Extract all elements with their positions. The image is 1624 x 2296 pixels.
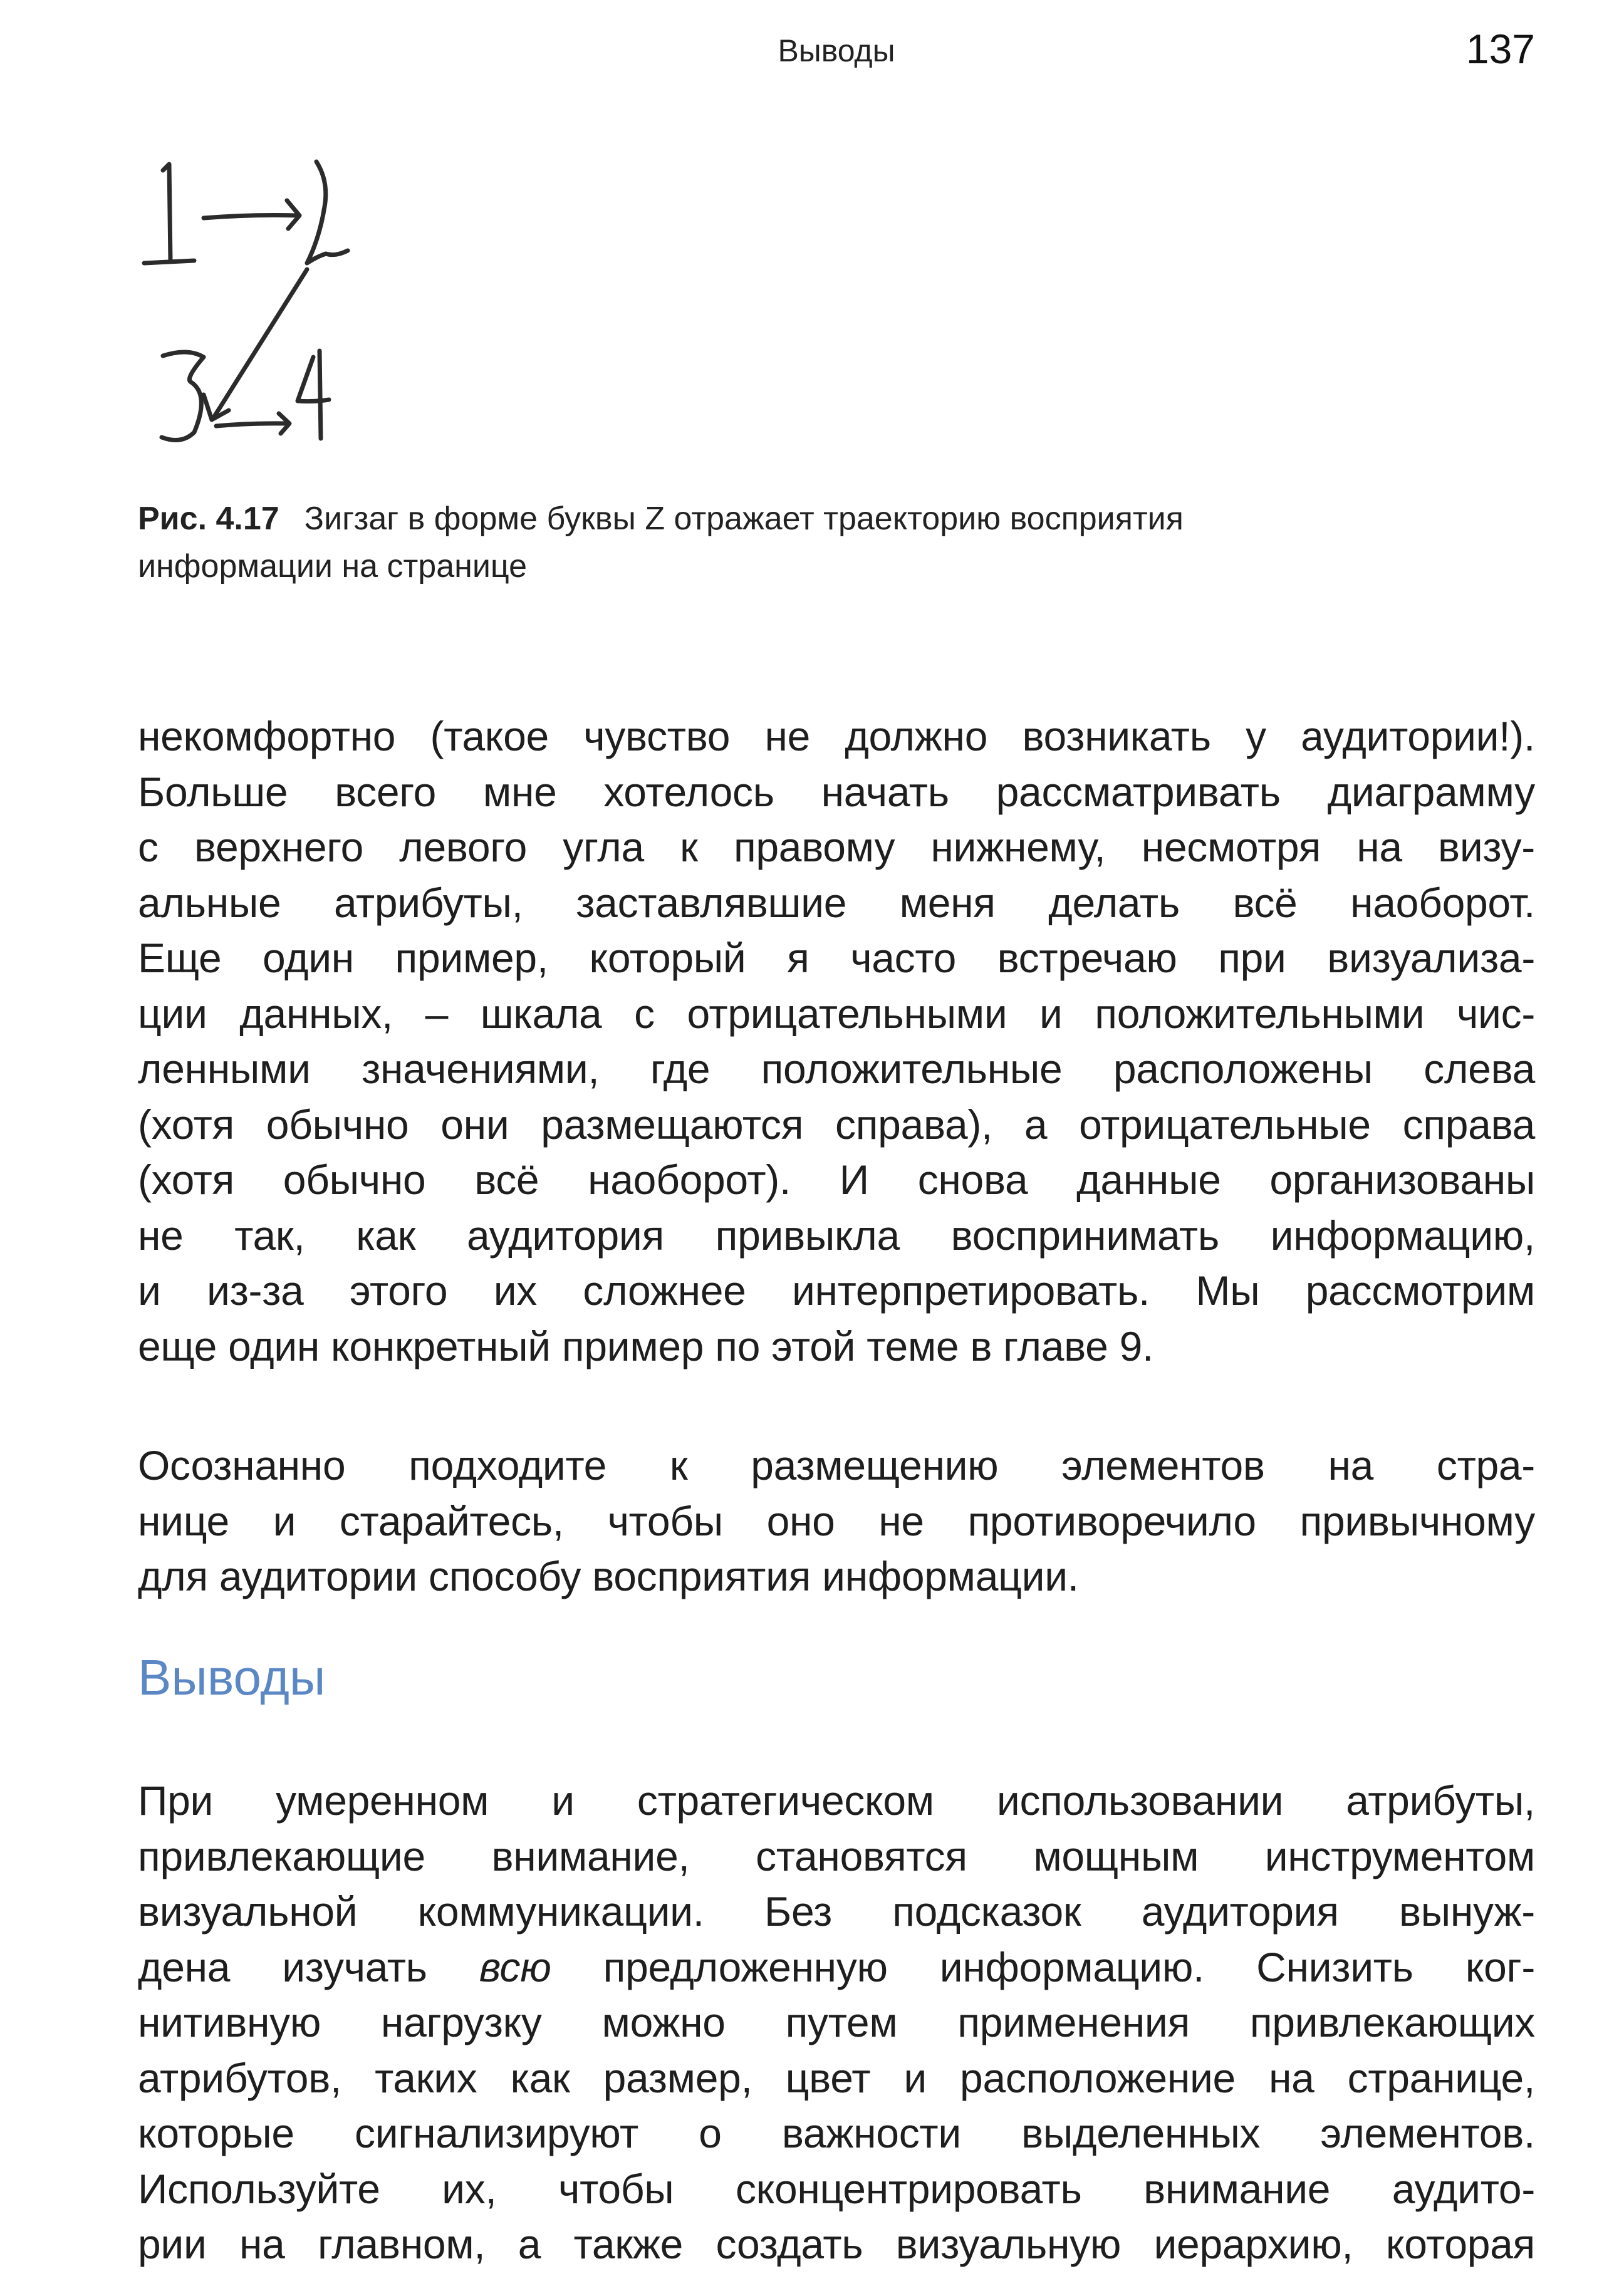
paragraph-line: привлекающие внимание, становятся мощным инструментом	[138, 1832, 1535, 1879]
page-number: 137	[1465, 26, 1535, 72]
paragraph-line: еще один конкретный пример по этой теме в главе 9.	[138, 1322, 1154, 1369]
z-pattern-figure	[125, 125, 551, 451]
arrow-3-to-4	[216, 413, 289, 434]
digit-4-stroke	[298, 351, 329, 439]
paragraph-line: атрибутов, таких как размер, цвет и расположение на странице,	[138, 2054, 1535, 2101]
z-pattern-drawing	[125, 125, 551, 451]
emphasis-text: всю	[479, 1943, 551, 1990]
running-title: Выводы	[778, 33, 895, 68]
paragraph-line: альные атрибуты, заставлявшие меня делать всё наоборот.	[138, 879, 1535, 926]
paragraph-line: (хотя обычно они размещаются справа), а отрицательные справа	[138, 1101, 1535, 1148]
paragraph-line: для аудитории способу восприятия информации.	[138, 1553, 1079, 1599]
caption-text-line1: Зигзаг в форме буквы Z отражает траекторию восприятия	[304, 501, 1184, 537]
paragraph-line: ленными значениями, где положительные расположены слева	[138, 1046, 1535, 1092]
paragraph-line: рии на главном, а также создать визуальную иерархию, которая	[138, 2221, 1535, 2267]
digit-2-stroke	[307, 162, 348, 263]
caption-label: Рис. 4.17	[138, 501, 279, 537]
paragraph-1	[138, 709, 1535, 1374]
paragraph-line: нице и старайтесь, чтобы оно не противоречило привычному	[138, 1497, 1535, 1544]
paragraph-line: не так, как аудитория привыкла воспринимать информацию,	[138, 1212, 1535, 1259]
digit-1-stroke	[144, 164, 194, 263]
text-segment: дена изучать	[138, 1943, 479, 1990]
paragraph-2	[138, 1438, 1535, 1604]
section-heading: Выводы	[138, 1649, 326, 1705]
caption-text-line2: информации на странице	[138, 548, 528, 584]
paragraph-line: (хотя обычно всё наоборот). И снова данные организованы	[138, 1156, 1535, 1203]
paragraph-line: ции данных, – шкала с отрицательными и положительными чис-	[138, 990, 1535, 1037]
paragraph-line: с верхнего левого угла к правому нижнему, несмотря на визу-	[138, 824, 1535, 870]
arrow-1-to-2	[204, 200, 299, 229]
paragraph-line: нитивную нагрузку можно путем применения привлекающих	[138, 1999, 1535, 2045]
paragraph-line: Больше всего мне хотелось начать рассматривать диаграмму	[138, 768, 1535, 815]
paragraph-line: визуальной коммуникации. Без подсказок аудитория вынуж-	[138, 1888, 1535, 1935]
paragraph-line: При умеренном и стратегическом использовании атрибуты,	[138, 1777, 1535, 1824]
paragraph-line: которые сигнализируют о важности выделенных элементов.	[138, 2110, 1535, 2156]
paragraph-line	[138, 1940, 1535, 1995]
digit-3-stroke	[162, 352, 204, 440]
figure-caption	[138, 495, 1454, 590]
paragraph-line: Осознанно подходите к размещению элементов на стра-	[138, 1442, 1535, 1488]
paragraph-line: некомфортно (такое чувство не должно возникать у аудитории!).	[138, 713, 1535, 759]
paragraph-line: и из-за этого их сложнее интерпретировать. Мы рассмотрим	[138, 1267, 1535, 1314]
arrow-2-to-3	[204, 269, 307, 420]
paragraph-line: Еще один пример, который я часто встречаю при визуализа-	[138, 935, 1535, 981]
paragraph-line: Используйте их, чтобы сконцентрировать внимание аудито-	[138, 2165, 1535, 2212]
text-segment: предложенную информацию. Снизить ког-	[551, 1943, 1536, 1990]
paragraph-3	[138, 1773, 1535, 2272]
